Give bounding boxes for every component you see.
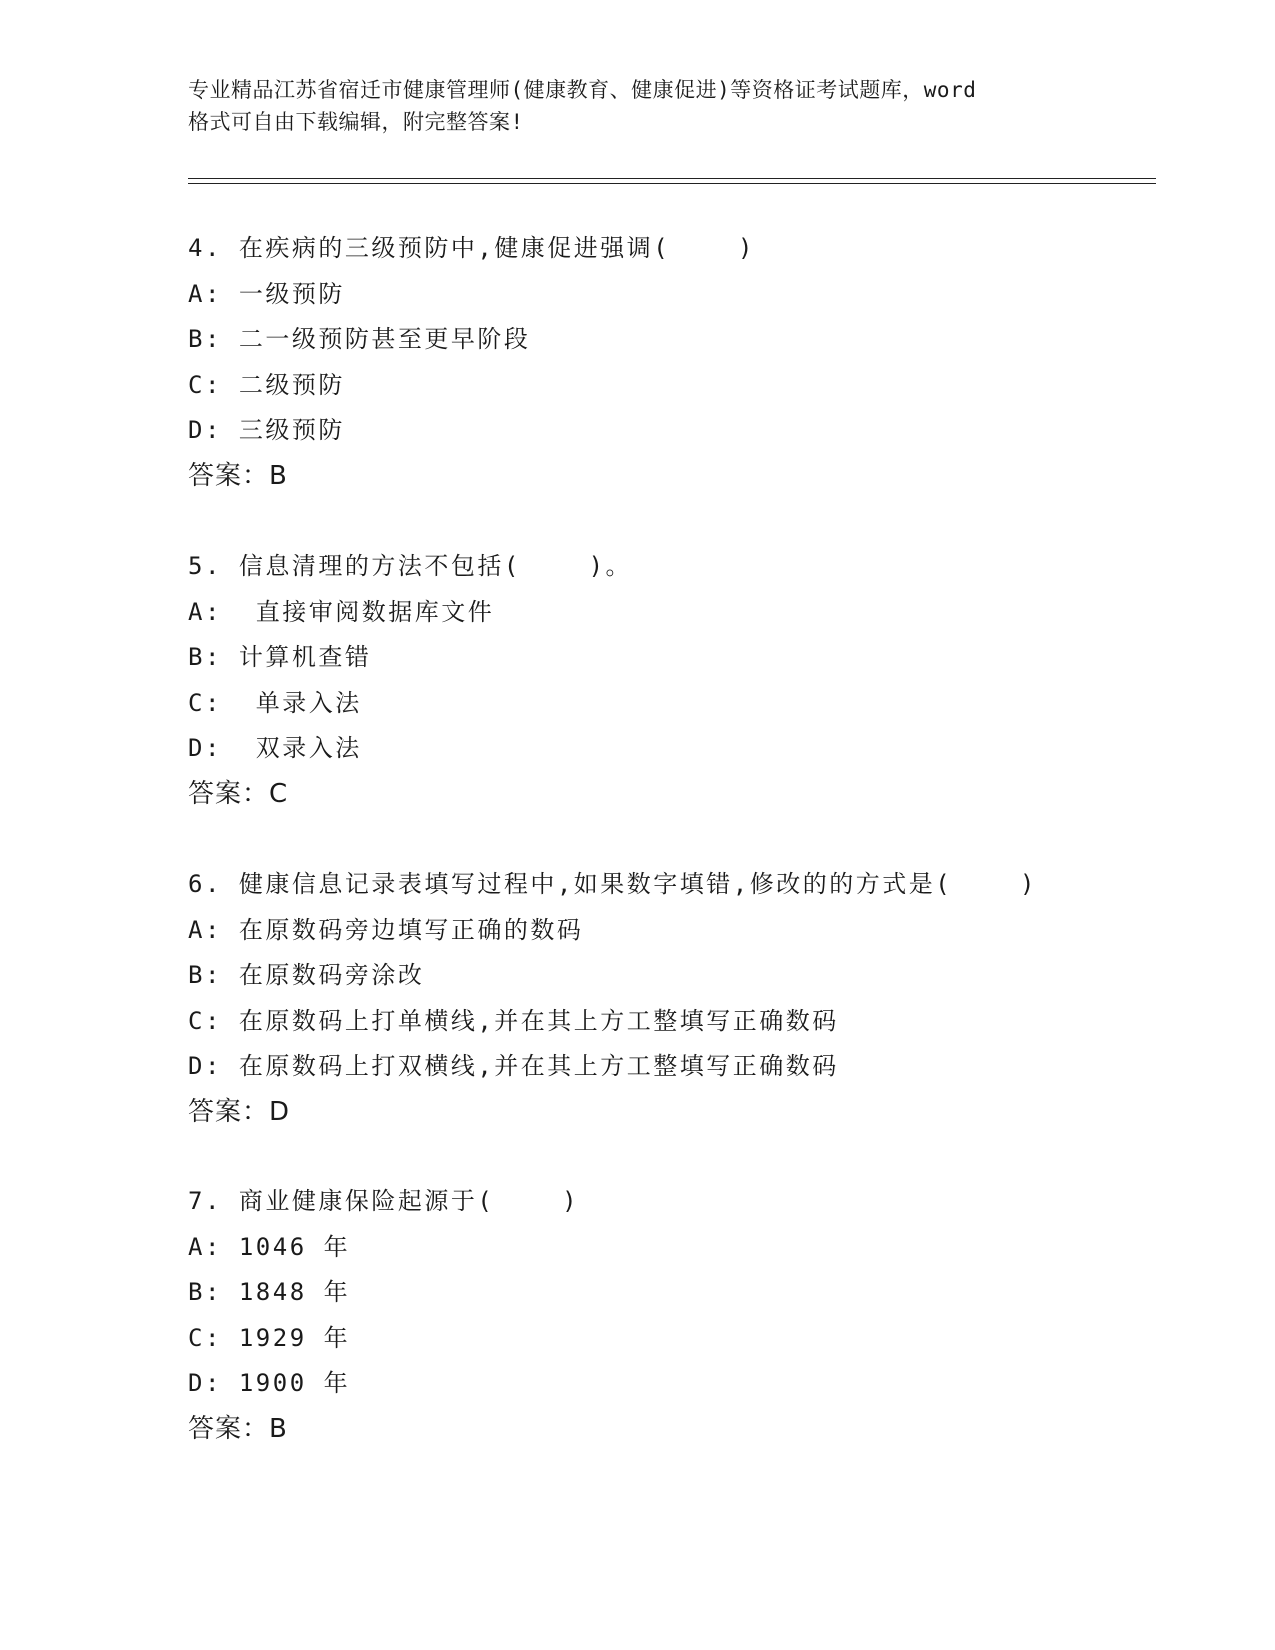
option-b: B: 二一级预防甚至更早阶段	[188, 325, 531, 353]
option-b: B: 在原数码旁涂改	[188, 961, 425, 989]
question-stem: 5. 信息清理的方法不包括( )。	[188, 552, 633, 580]
question-5	[188, 544, 1168, 817]
option-d: D: 在原数码上打双横线,并在其上方工整填写正确数码	[188, 1052, 839, 1080]
header-line-2: 格式可自由下载编辑，附完整答案!	[188, 110, 524, 134]
option-a: A: 直接审阅数据库文件	[188, 597, 495, 626]
question-7	[188, 1179, 1168, 1452]
header-divider-top	[188, 178, 1156, 179]
option-a: A: 在原数码旁边填写正确的数码	[188, 915, 584, 944]
question-stem: 4. 在疾病的三级预防中,健康促进强调( )	[188, 234, 755, 262]
header-divider-bottom	[188, 183, 1156, 184]
option-a: A: 一级预防	[188, 279, 345, 308]
option-c: C: 二级预防	[188, 370, 345, 399]
option-d: D: 双录入法	[188, 734, 362, 762]
option-d: D: 1900 年	[188, 1369, 351, 1397]
option-c: C: 1929 年	[188, 1323, 351, 1352]
answer: 答案：B	[188, 1413, 288, 1444]
option-c: C: 单录入法	[188, 688, 362, 717]
question-6	[188, 862, 1168, 1135]
question-stem: 7. 商业健康保险起源于( )	[188, 1187, 580, 1215]
option-c: C: 在原数码上打单横线,并在其上方工整填写正确数码	[188, 1006, 839, 1035]
question-stem: 6. 健康信息记录表填写过程中,如果数字填错,修改的的方式是( )	[188, 870, 1037, 898]
question-4	[188, 226, 1168, 499]
option-b: B: 1848 年	[188, 1278, 351, 1306]
option-d: D: 三级预防	[188, 416, 345, 444]
option-a: A: 1046 年	[188, 1232, 351, 1261]
answer: 答案：B	[188, 460, 288, 491]
header-line-1: 专业精品江苏省宿迁市健康管理师(健康教育、健康促进)等资格证考试题库，word	[188, 78, 977, 102]
document-header	[188, 74, 1088, 138]
answer: 答案：D	[188, 1096, 291, 1127]
option-b: B: 计算机查错	[188, 643, 372, 671]
answer: 答案：C	[188, 778, 289, 809]
